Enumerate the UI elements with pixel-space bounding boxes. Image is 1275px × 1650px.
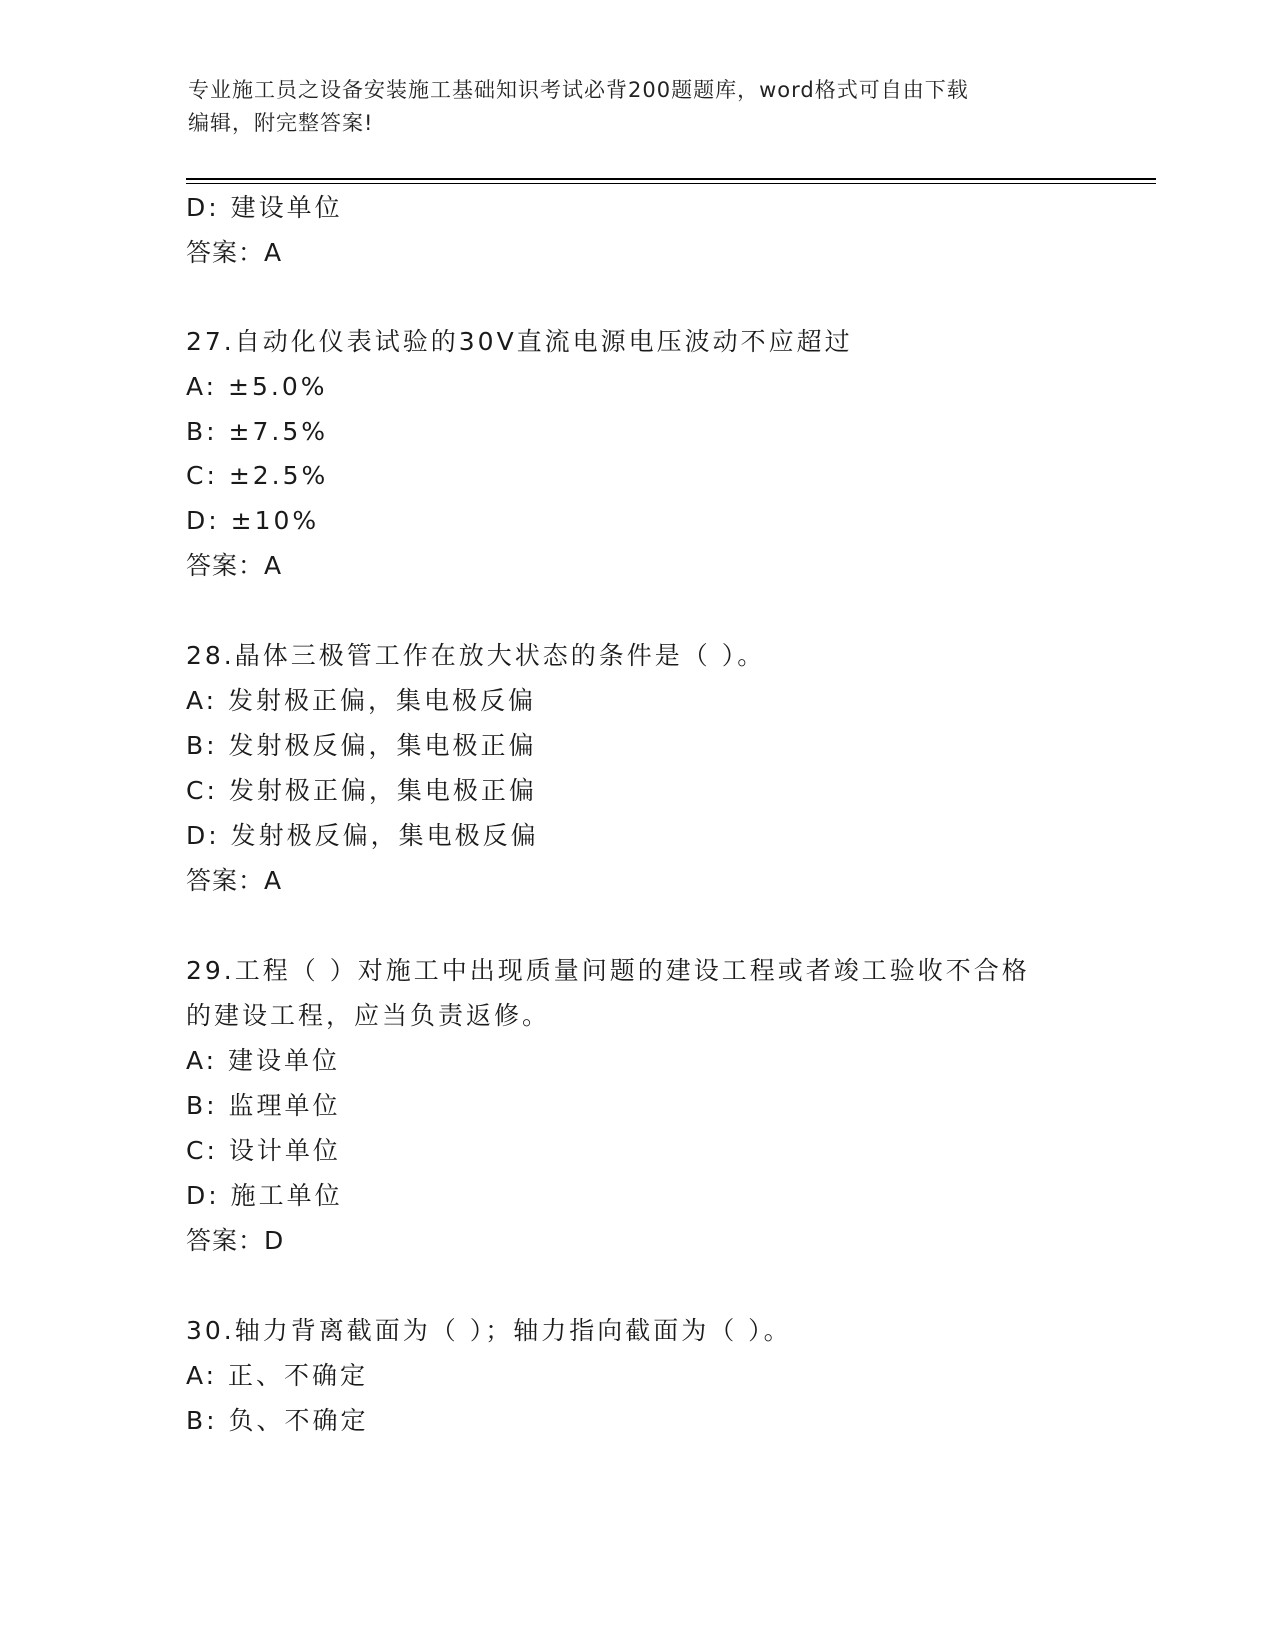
- question-29-option-a: A: 建设单位: [186, 1046, 341, 1075]
- question-29-stem-line-1: 29.工程（ ）对施工中出现质量问题的建设工程或者竣工验收不合格: [186, 956, 1030, 985]
- question-28-stem: 28.晶体三极管工作在放大状态的条件是（ ）。: [186, 641, 766, 670]
- question-29-option-c: C: 设计单位: [186, 1136, 341, 1165]
- question-30-option-a: A: 正、不确定: [186, 1361, 369, 1390]
- question-28-option-a: A: 发射极正偏，集电极反偏: [186, 686, 537, 715]
- question-28-option-d: D: 发射极反偏，集电极反偏: [186, 821, 539, 850]
- question-27-option-b: B: ±7.5%: [186, 417, 328, 446]
- question-30-option-b: B: 负、不确定: [186, 1406, 369, 1435]
- question-29-stem-line-2: 的建设工程，应当负责返修。: [186, 1001, 551, 1030]
- question-27-option-c: C: ±2.5%: [186, 461, 329, 490]
- question-28-option-b: B: 发射极反偏，集电极正偏: [186, 731, 537, 760]
- prev-question-option-d: D: 建设单位: [186, 193, 343, 222]
- question-27-stem: 27.自动化仪表试验的30V直流电源电压波动不应超过: [186, 327, 853, 356]
- question-30-stem: 30.轴力背离截面为（ ）；轴力指向截面为（ ）。: [186, 1316, 792, 1345]
- question-28-answer: 答案：A: [186, 866, 283, 895]
- question-27-answer: 答案：A: [186, 551, 283, 580]
- question-28-option-c: C: 发射极正偏，集电极正偏: [186, 776, 537, 805]
- question-27-option-d: D: ±10%: [186, 506, 320, 535]
- question-29-answer: 答案：D: [186, 1226, 285, 1255]
- header-title-line-2: 编辑，附完整答案!: [188, 111, 374, 135]
- question-29-option-b: B: 监理单位: [186, 1091, 341, 1120]
- prev-question-answer: 答案：A: [186, 238, 283, 267]
- question-27-option-a: A: ±5.0%: [186, 372, 328, 401]
- header-rule-thin: [186, 183, 1156, 184]
- header-title-line-1: 专业施工员之设备安装施工基础知识考试必背200题题库，word格式可自由下载: [188, 78, 969, 102]
- document-header: [188, 74, 1078, 140]
- header-rule-thick: [186, 178, 1156, 180]
- question-29-option-d: D: 施工单位: [186, 1181, 343, 1210]
